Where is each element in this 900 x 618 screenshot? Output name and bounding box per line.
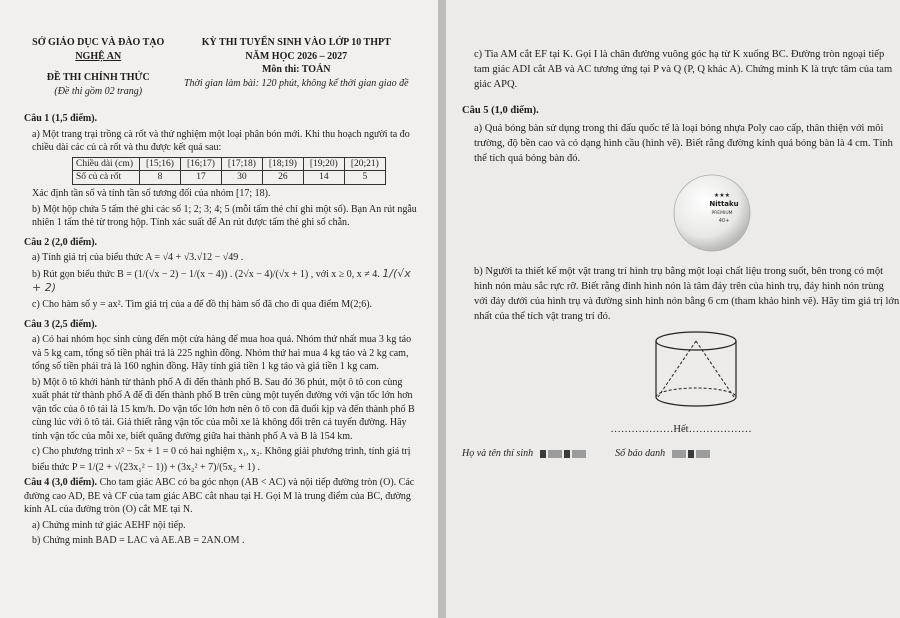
table-row <box>73 157 386 171</box>
question-4 <box>24 476 420 548</box>
exam-header <box>24 36 420 98</box>
table-cell: Chiều dài (cm) <box>73 157 140 171</box>
q3c-text: c) Cho phương trình x² − 5x + 1 = 0 có hai nghiệm x₁, x₂. Không giải phương trình, tính giá trị <box>32 446 411 458</box>
question-5 <box>462 103 900 416</box>
table-cell: 14 <box>303 171 344 185</box>
exam-title: KỲ THI TUYỂN SINH VÀO LỚP 10 THPT <box>201 37 391 48</box>
table-cell: [16;17) <box>180 157 221 171</box>
frequency-table <box>72 157 386 186</box>
exam-page-1 <box>0 0 438 618</box>
table-cell: 30 <box>221 171 262 185</box>
table-cell: Số củ cà rốt <box>73 171 140 185</box>
cylinder-cone-diagram <box>648 329 744 411</box>
handwritten-answer: 1/(√x + 2) <box>32 266 411 295</box>
question-2 <box>24 236 420 312</box>
header-left <box>24 36 173 98</box>
candidate-name-redacted <box>539 447 587 462</box>
q4-intro: Cho tam giác ABC có ba góc nhọn (AB < AC) và nội tiếp đường tròn (O). Các đường cao AD, BE và CF của tam giác ABC cắt nhau tại H. Gọi M là trung điểm của BC, đường kính AL của đường tròn (O) cắt ME tại N. <box>24 477 415 516</box>
table-cell: [18;19) <box>262 157 303 171</box>
ball-brand: Nittaku <box>709 199 739 208</box>
q4-intro-line <box>24 476 420 517</box>
table-cell: [19;20) <box>303 157 344 171</box>
table-cell: 17 <box>180 171 221 185</box>
q2a-text: a) Tính giá trị của biểu thức A = √4 + √3.√12 − √49 . <box>32 252 244 264</box>
q4a-text: a) Chứng minh tứ giác AEHF nội tiếp. <box>32 519 186 531</box>
ball-label: PREMIUM <box>711 210 733 216</box>
q2b-line <box>32 267 420 297</box>
cylinder-cone-figure <box>648 329 900 416</box>
exam-page-2 <box>446 0 900 618</box>
ball-size: 40+ <box>718 217 730 224</box>
q1b-text: b) Một hộp chứa 5 tấm thẻ ghi các số 1; 2; 3; 4; 5 (mỗi tấm thẻ chỉ ghi một số). Bạn An rút ngẫu nhiên 1 tấm thẻ từ trong hộp. Tính xác suất để An rút được tấm thẻ ghi số chẵn. <box>32 203 417 229</box>
q3c-formula: biểu thức P = 1/(2 + √(23x₁² − 1)) + (3x₂² + 7)/(5x₂ + 1) . <box>32 461 261 473</box>
header-right <box>173 36 421 98</box>
q2b-text: b) Rút gọn biểu thức B = (1/(√x − 2) − 1/(x − 4)) . (2√x − 4)/(√x + 1) , với x ≥ 0, x ≠ 4. <box>32 268 380 280</box>
province-name: NGHỆ AN <box>75 50 122 62</box>
ping-pong-ball-icon <box>672 173 752 253</box>
sbd-label: Số báo danh <box>615 448 666 460</box>
q5b-text: b) Người ta thiết kế một vật trang trí hình trụ bằng một loại chất liệu trong suốt, bên trong có một hình nón màu sắc rực rỡ. Biết rằng đỉnh hình nón là tâm đáy trên của hình trụ, đáy hình nón trùng với đáy dưới của hình trụ và đường sinh hình nón bằng 6 cm (tham khảo hình vẽ). Hãy tìm giá trị lớn nhất của thể tích vật trang trí đó. <box>474 265 900 323</box>
sbd-redacted <box>671 447 711 462</box>
q1-title: Câu 1 (1,5 điểm). <box>24 113 98 124</box>
table-cell: [17;18) <box>221 157 262 171</box>
q3-title: Câu 3 (2,5 điểm). <box>24 318 98 330</box>
subject: Môn thi: TOÁN <box>261 64 331 75</box>
q4-title: Câu 4 (3,0 điểm). <box>24 477 98 489</box>
table-cell: [15;16) <box>139 157 180 171</box>
q4b-text: b) Chứng minh BAD = LAC và AE.AB = 2AN.OM . <box>32 535 245 547</box>
q2-title: Câu 2 (2,0 điểm). <box>24 236 98 248</box>
official-label: ĐỀ THI CHÍNH THỨC <box>46 72 150 83</box>
question-1 <box>24 112 420 230</box>
table-cell: 26 <box>262 171 303 185</box>
q3b-text: b) Một ô tô khởi hành từ thành phố A đi đến thành phố B. Sau đó 36 phút, một ô tô con cùng xuất phát từ thành phố A để đi đến thành phố B trên cùng một tuyến đường với vận tốc lớn hơn vận tốc của ô tô tải là 15 km/h. Do vận tốc lớn hơn nên ô tô con đã đuổi kịp và đến thành phố B cùng lúc với ô tô tải. Giả thiết rằng vận tốc của mỗi xe là không đổi trên cả tuyến đường. Hãy tính vận tốc của mỗi xe, biết quãng đường giữa hai thành phố A và B là 154 km. <box>32 376 415 442</box>
q5a-text: a) Quả bóng bàn sử dụng trong thi đấu quốc tế là loại bóng nhựa Poly cao cấp, thân thiện với môi trường, độ bền cao và có dạng hình cầu (hình vẽ). Biết rằng đường kính quả bóng bàn là 4 cm. Tính thể tích quả bóng bàn đó. <box>474 122 893 165</box>
q1a-task: Xác định tần số và tính tần số tương đối của nhóm [17; 18). <box>32 188 271 200</box>
page-count: (Đề thi gồm 02 trang) <box>54 85 143 97</box>
end-marker: ………………Hết……………… <box>610 423 752 435</box>
q3a-text: a) Có hai nhóm học sinh cùng đến một cửa hàng để mua hoa quả. Nhóm thứ nhất mua 3 kg táo và 5 kg cam, tổng số tiền phải trả là 225 nghìn đồng. Nhóm thứ hai mua 4 kg táo và 2 kg cam, tổng số tiền phải trả là 160 nghìn đồng. Hãy tính giá tiền 1 kg táo và giá tiền 1 kg cam. <box>32 334 412 373</box>
q2c-text: c) Cho hàm số y = ax². Tìm giá trị của a để đồ thị hàm số đã cho đi qua điểm M(2;6). <box>32 299 373 311</box>
ping-pong-ball-image <box>672 173 900 258</box>
candidate-name-label: Họ và tên thí sinh <box>462 448 534 460</box>
table-row <box>73 171 386 185</box>
q1a-text: a) Một trang trại trồng cà rốt và thử nghiệm một loại phân bón mới. Khi thu hoạch người ta đo chiều dài các củ cà rốt và thu được kết quả sau: <box>32 128 410 153</box>
q4c-text: c) Tia AM cắt EF tại K. Gọi I là chân đường vuông góc hạ từ K xuống BC. Đường tròn ngoại tiếp tam giác ADI cắt AB và AC tương ứng tại P và Q (P, Q khác A). Chứng minh K là trực tâm của tam giác APQ. <box>474 49 893 91</box>
table-cell: 8 <box>139 171 180 185</box>
table-cell: [20;21) <box>344 157 385 171</box>
question-3 <box>24 318 420 475</box>
candidate-info <box>462 447 900 462</box>
time-limit: Thời gian làm bài: 120 phút, không kể thời gian giao đề <box>183 77 409 89</box>
table-cell: 5 <box>344 171 385 185</box>
dept-name: SỞ GIÁO DỤC VÀ ĐÀO TẠO <box>32 37 165 48</box>
ball-stars: ★★★ <box>713 191 731 199</box>
q5-title: Câu 5 (1,0 điểm). <box>462 104 539 116</box>
school-year: NĂM HỌC 2026 – 2027 <box>245 50 348 62</box>
